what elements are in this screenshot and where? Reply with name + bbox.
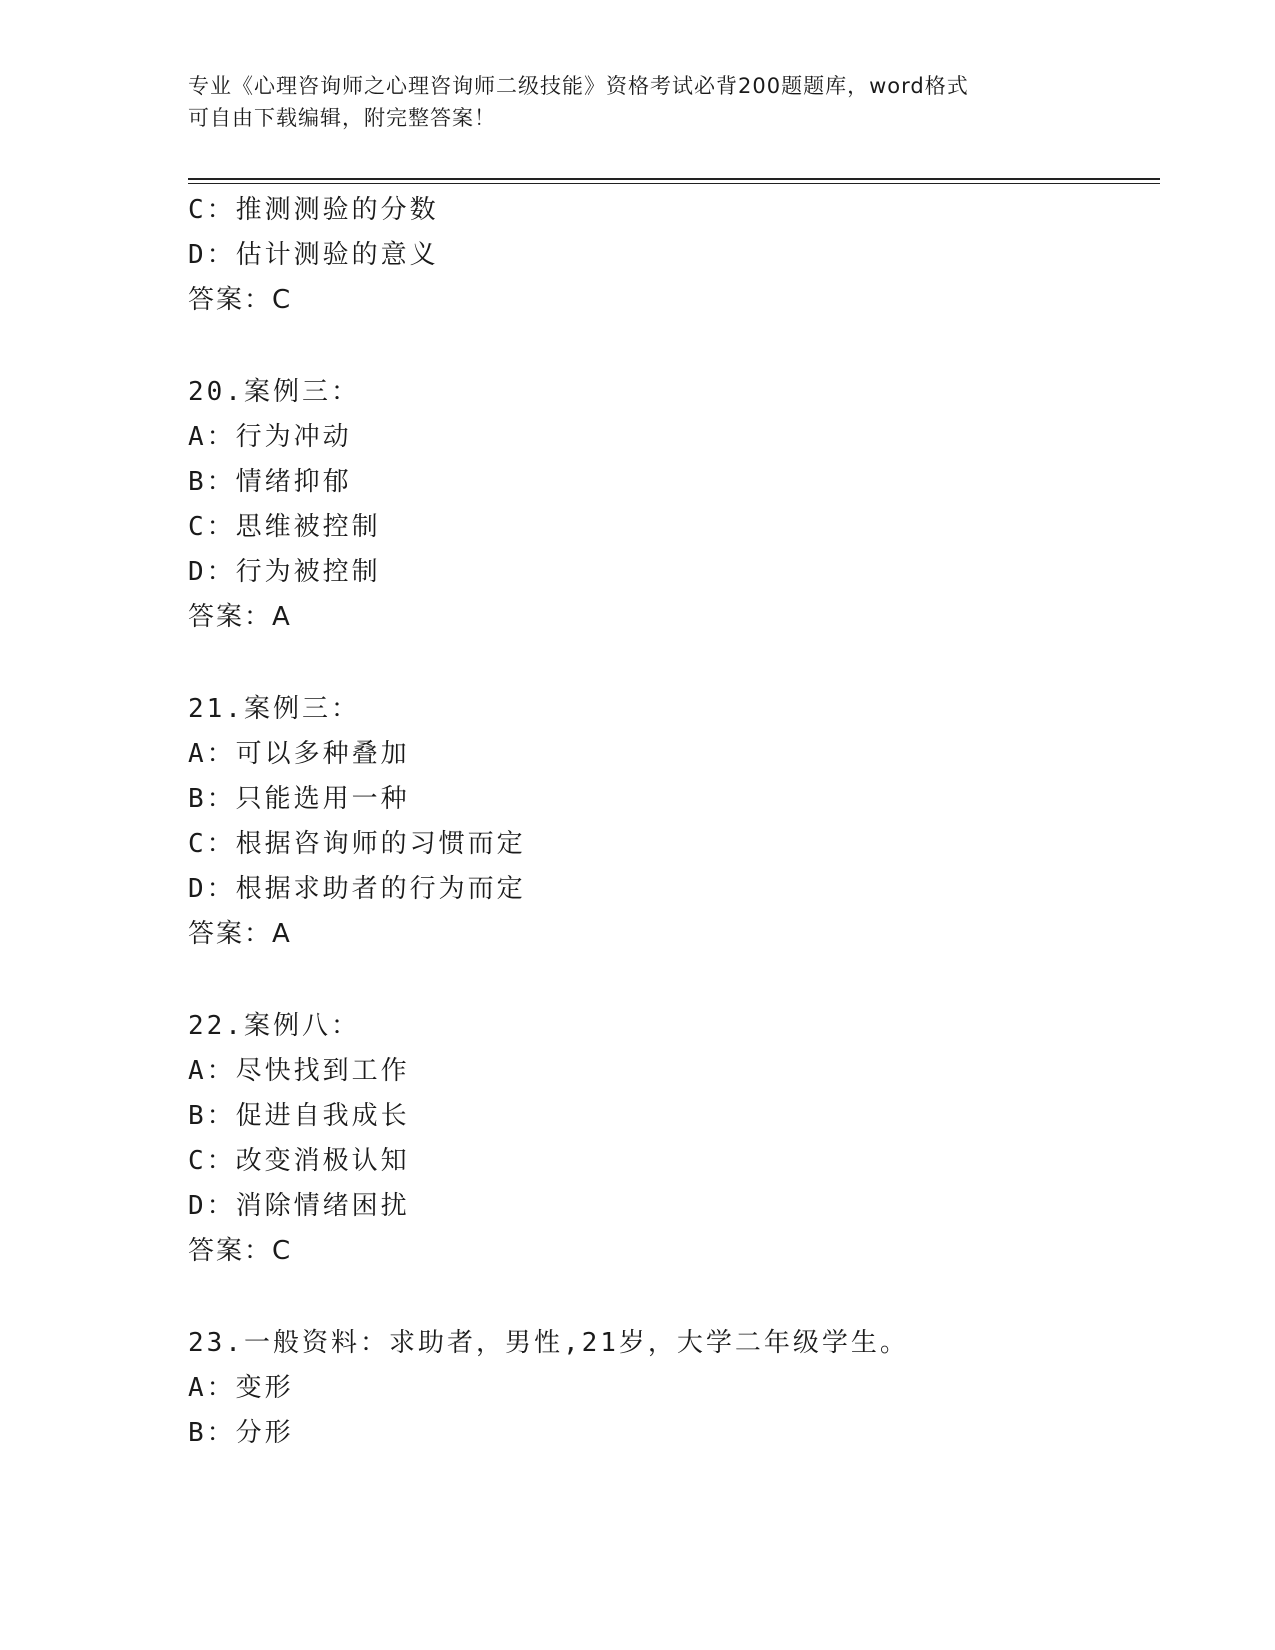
question-spacer bbox=[188, 640, 1168, 687]
document-header bbox=[188, 70, 1088, 134]
header-title-line-1: 专业《心理咨询师之心理咨询师二级技能》资格考试必背200题题库，word格式 bbox=[188, 74, 969, 98]
answer-line: 答案：C bbox=[188, 285, 293, 315]
answer-line: 答案：A bbox=[188, 919, 292, 949]
question-spacer bbox=[188, 323, 1168, 370]
option-line: C：改变消极认知 bbox=[188, 1146, 410, 1176]
header-divider-thick bbox=[188, 178, 1160, 180]
question-stem: 22.案例八： bbox=[188, 1011, 360, 1041]
option-line: D：行为被控制 bbox=[188, 557, 381, 587]
option-line: D：估计测验的意义 bbox=[188, 240, 439, 270]
option-line: C：根据咨询师的习惯而定 bbox=[188, 829, 526, 859]
option-line: B：情绪抑郁 bbox=[188, 467, 352, 497]
answer-line: 答案：A bbox=[188, 602, 292, 632]
question-stem: 23.一般资料：求助者，男性,21岁，大学二年级学生。 bbox=[188, 1328, 909, 1358]
answer-line: 答案：C bbox=[188, 1236, 293, 1266]
option-line: A：变形 bbox=[188, 1373, 294, 1403]
option-line: C：推测测验的分数 bbox=[188, 195, 439, 225]
option-line: C：思维被控制 bbox=[188, 512, 381, 542]
question-stem: 21.案例三： bbox=[188, 694, 360, 724]
option-line: A：行为冲动 bbox=[188, 422, 352, 452]
option-line: B：分形 bbox=[188, 1418, 294, 1448]
option-line: B：只能选用一种 bbox=[188, 784, 410, 814]
option-line: A：尽快找到工作 bbox=[188, 1056, 410, 1086]
header-divider-thin bbox=[188, 183, 1160, 184]
question-spacer bbox=[188, 957, 1168, 1004]
question-spacer bbox=[188, 1274, 1168, 1321]
question-list bbox=[188, 188, 1168, 1456]
option-line: D：根据求助者的行为而定 bbox=[188, 874, 526, 904]
header-title-line-2: 可自由下载编辑，附完整答案！ bbox=[188, 106, 496, 130]
option-line: A：可以多种叠加 bbox=[188, 739, 410, 769]
option-line: B：促进自我成长 bbox=[188, 1101, 410, 1131]
question-stem: 20.案例三： bbox=[188, 377, 360, 407]
option-line: D：消除情绪困扰 bbox=[188, 1191, 410, 1221]
